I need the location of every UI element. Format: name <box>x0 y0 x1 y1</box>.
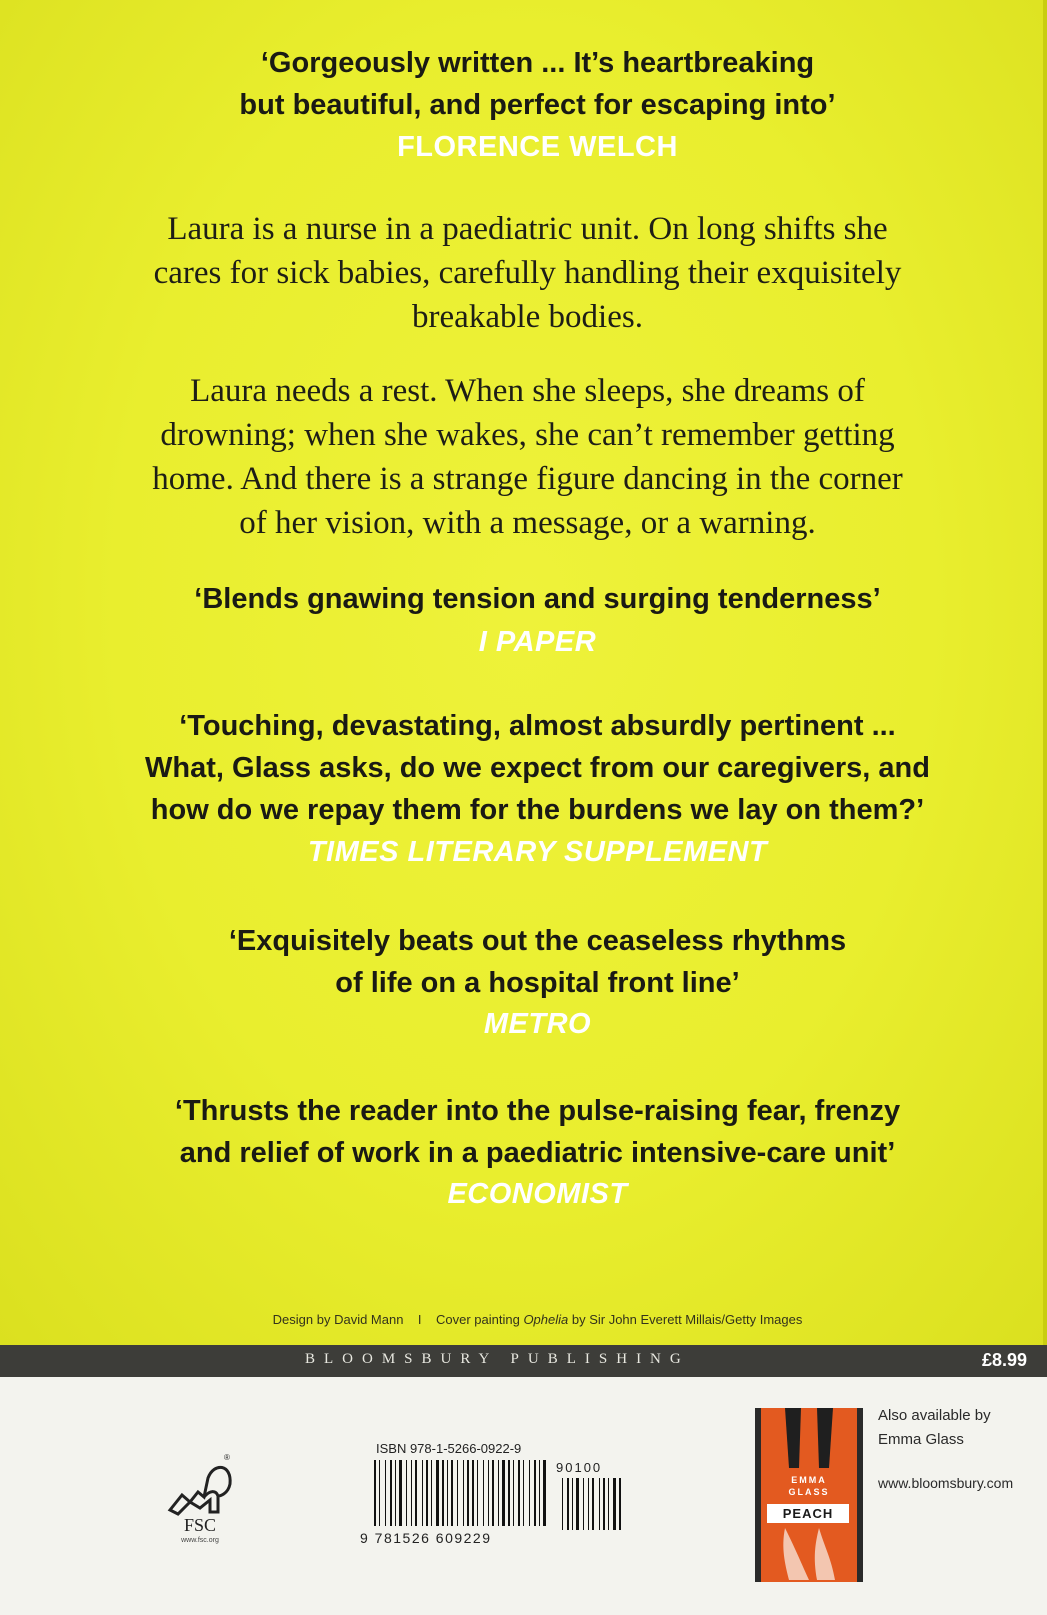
cover-credit-title: Ophelia <box>523 1312 569 1327</box>
blurb-line: home. And there is a strange figure dancing in the corner <box>152 461 903 497</box>
credit-separator: I <box>417 1312 422 1327</box>
registered-mark: ® <box>224 1453 230 1462</box>
barcode-addon-bar <box>572 1478 573 1530</box>
also-line-2: Emma Glass <box>878 1431 964 1448</box>
barcode-addon-bar <box>588 1478 589 1530</box>
barcode-addon-bar <box>567 1478 569 1530</box>
barcode-addon-bar <box>562 1478 563 1530</box>
cover-credit-prefix: Cover painting <box>435 1312 524 1327</box>
blurb-line: of her vision, with a message, or a warning. <box>239 505 816 541</box>
cover-credit-suffix: by Sir John Everett Millais/Getty Images <box>568 1312 803 1327</box>
book-thumbnail-peach <box>755 1408 863 1582</box>
blurb-line: drowning; when she wakes, she can’t remember getting <box>160 417 895 453</box>
fsc-label: FSC <box>183 1515 217 1535</box>
thumbnail-author-line: GLASS <box>788 1487 830 1497</box>
quote-line: ‘Gorgeously written ... It’s heartbreaking <box>260 47 815 79</box>
barcode-bar <box>543 1460 546 1526</box>
quote-economist <box>60 1090 1015 1174</box>
design-credit: Design by David Mann <box>272 1312 404 1327</box>
barcode-addon-bar <box>583 1478 584 1530</box>
blurb-line: Laura is a nurse in a paediatric unit. On long shifts she <box>167 211 888 247</box>
barcode-bar <box>442 1460 444 1526</box>
quote-source: ECONOMIST <box>447 1178 628 1210</box>
quote-line: and relief of work in a paediatric intensive-care unit’ <box>179 1137 896 1169</box>
barcode-bar <box>508 1460 510 1526</box>
also-line-1: Also available by <box>878 1407 991 1424</box>
barcode-addon-bar <box>613 1478 616 1530</box>
thumbnail-title: PEACH <box>767 1504 849 1523</box>
barcode-bar <box>415 1460 417 1526</box>
price: £8.99 <box>981 1350 1027 1370</box>
barcode-bar <box>513 1460 514 1526</box>
barcode-bar <box>374 1460 376 1526</box>
barcode-bar <box>457 1460 458 1526</box>
barcode-addon-bar <box>619 1478 621 1530</box>
barcode-bar <box>488 1460 489 1526</box>
quote-line: ‘Thrusts the reader into the pulse-raising fear, frenzy <box>174 1095 901 1127</box>
barcode-bar <box>483 1460 484 1526</box>
quote-source: I PAPER <box>478 626 597 658</box>
quote-line: of life on a hospital front line’ <box>335 967 740 999</box>
barcode-bar <box>502 1460 505 1526</box>
barcode-bar <box>447 1460 448 1526</box>
quote-line: how do we repay them for the burdens we lay on them?’ <box>150 794 925 826</box>
quote-line: but beautiful, and perfect for escaping into’ <box>239 89 836 121</box>
barcode-bar <box>436 1460 439 1526</box>
barcode-bar <box>406 1460 407 1526</box>
barcode-bar <box>539 1460 540 1526</box>
quote-line: What, Glass asks, do we expect from our caregivers, and <box>145 752 930 784</box>
barcode-addon-bar <box>576 1478 579 1530</box>
website-link[interactable]: www.bloomsbury.com <box>878 1475 1014 1491</box>
barcode-bar <box>498 1460 499 1526</box>
barcode-bar <box>426 1460 428 1526</box>
quote-tls <box>60 705 1015 831</box>
barcode-bar <box>492 1460 494 1526</box>
blurb-line: cares for sick babies, carefully handling their exquisitely <box>153 255 902 291</box>
barcode-bar <box>379 1460 380 1526</box>
quote-florence-welch <box>60 42 1015 126</box>
blurb-line: Laura needs a rest. When she sleeps, she dreams of <box>190 373 865 409</box>
barcode-bar <box>472 1460 474 1526</box>
barcode-bar <box>385 1460 386 1526</box>
barcode-addon-bar <box>599 1478 600 1530</box>
barcode-bar <box>467 1460 469 1526</box>
publisher-name: BLOOMSBURY PUBLISHING <box>305 1351 690 1367</box>
quote-metro <box>60 920 1015 1004</box>
barcode-bar <box>529 1460 530 1526</box>
quote-line: ‘Touching, devastating, almost absurdly pertinent ... <box>179 710 896 742</box>
barcode-bar <box>534 1460 536 1526</box>
barcode-bar <box>395 1460 396 1526</box>
quote-line: ‘Exquisitely beats out the ceaseless rhythms <box>228 925 847 957</box>
barcode-bar <box>518 1460 520 1526</box>
barcode-bar <box>411 1460 412 1526</box>
isbn-text: ISBN 978-1-5266-0922-9 <box>376 1441 522 1456</box>
quote-source: TIMES LITERARY SUPPLEMENT <box>307 836 768 868</box>
barcode-bar <box>477 1460 478 1526</box>
thumbnail-author <box>755 1474 863 1498</box>
quote-i-paper <box>60 578 1015 620</box>
quote-source: FLORENCE WELCH <box>397 131 678 163</box>
barcode-bar <box>523 1460 524 1526</box>
barcode-bar <box>422 1460 423 1526</box>
barcode-addon-bar <box>608 1478 609 1530</box>
barcode-addon-bar <box>603 1478 605 1530</box>
fsc-url: www.fsc.org <box>181 1537 219 1544</box>
barcode-bar <box>463 1460 464 1526</box>
barcode-bar <box>451 1460 453 1526</box>
credits-line <box>60 1312 1015 1327</box>
also-available-text <box>878 1404 1028 1452</box>
barcode-bar <box>390 1460 392 1526</box>
thumbnail-author-line: EMMA <box>791 1475 827 1485</box>
quote-line: ‘Blends gnawing tension and surging tenderness’ <box>194 583 881 615</box>
barcode-addon-bar <box>592 1478 594 1530</box>
blurb-line: breakable bodies. <box>412 299 643 335</box>
barcode-addon-digits: 90100 <box>556 1460 603 1475</box>
blurb-paragraph-2 <box>80 369 975 545</box>
barcode-digits: 9 781526 609229 <box>360 1530 492 1546</box>
barcode-bar <box>399 1460 402 1526</box>
spine-edge <box>1043 0 1047 1345</box>
barcode-bar <box>431 1460 432 1526</box>
quote-source: METRO <box>483 1008 592 1040</box>
blurb-paragraph-1 <box>80 207 975 339</box>
